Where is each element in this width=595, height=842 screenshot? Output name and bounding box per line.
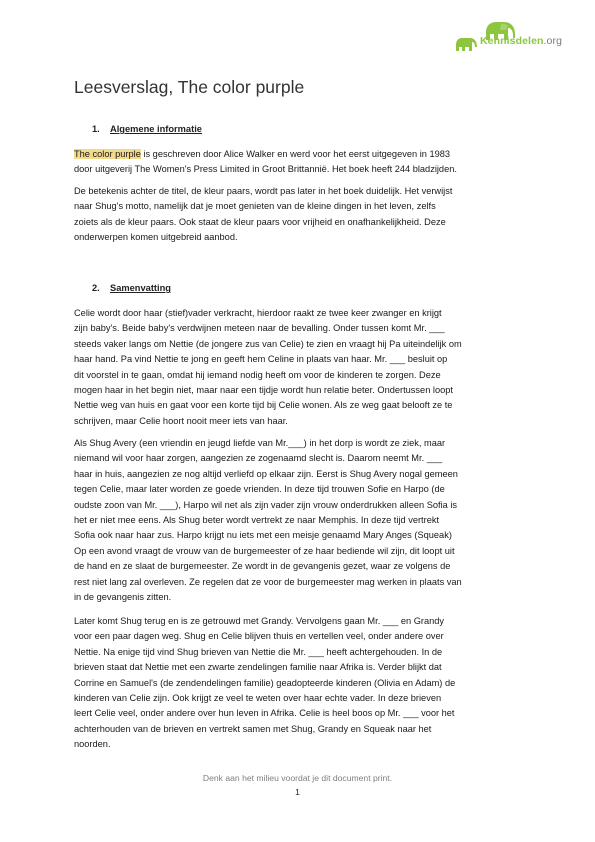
section-heading-1: 1. Algemene informatie bbox=[92, 124, 202, 134]
document-title: Leesverslag, The color purple bbox=[74, 77, 305, 97]
paragraph-title-meaning: De betekenis achter de titel, de kleur paars, wordt pas later in het boek duidelijk. Het verwijst naar Shug's motto, namelijk dat je moet genieten van de kleine dingen in het leven, zelfs zoiets als de kleur paars. Ook staat de kleur paars voor vrijheid en onafhankelijkheid. Deze onderwerpen komen uitgebreid aanbod. bbox=[74, 186, 453, 243]
kennisdelen-logo bbox=[456, 14, 578, 60]
footer-note: Denk aan het milieu voordat je dit document print. bbox=[202, 773, 393, 783]
page-number: 1 bbox=[295, 787, 300, 797]
highlighted-book-title: The color purple bbox=[74, 149, 141, 159]
paragraph-summary-1: Celie wordt door haar (stief)vader verkracht, hierdoor raakt ze twee keer zwanger en krijgt zijn baby's. Beide baby's verdwijnen meteen naar de bevalling. Onder tussen komt Mr. ___ steeds vaker langs om Nettie (de jongere zus van Celie) te zien en vraagt hij Pa uiteindelijk om haar hand. Pa vind Nettie te jong en geeft hem Celine in plaats van haar. Mr. ___ besluit op dit voorstel in te gaan, omdat hij iemand nodig heeft om voor de kinderen te zorgen. Deze mogen haar in het begin niet, maar naar een tijdje wordt hun relatie beter. Ondertussen loopt Nettie weg van huis en gaat voor een korte tijd bij Celie wonen. Als ze weg gaat belooft ze te schrijven, maar Celie hoort nooit meer iets van haar. bbox=[74, 308, 462, 426]
paragraph-general-info: The color purple is geschreven door Alice Walker en werd voor het eerst uitgegeven in 1983 door uitgeverij The Women's Press Limited in Groot Brittannië. Het boek heeft 244 bladzijden. bbox=[74, 149, 457, 175]
section-heading-2: 2. Samenvatting bbox=[92, 283, 171, 293]
paragraph-summary-2: Als Shug Avery (een vriendin en jeugd liefde van Mr.___) in het dorp is wordt ze ziek, maar niemand wil voor haar zorgen, aangezien ze zogenaamd slecht is. Daarom neemt Mr. ___ haar in huis, aangezien ze nog altijd verliefd op elkaar zijn. Eerst is Shug Avery nogal gemeen tegen Celie, maar later worden ze goede vrienden. In deze tijd trouwen Sofie en Harpo (de oudste zoon van Mr. ___), Harpo wil net als zijn vader zijn vrouw onderdrukken alleen Sofia is het er niet mee eens. Als Shug beter wordt vertrekt ze naar Memphis. In deze tijd vertrekt Sofia ook naar haar zus. Harpo krijgt nu iets met een meisje genaamd Mary Anges (Squeak) Op een avond vraagt de vrouw van de burgemeester of ze haar bediende wil zijn, dit loopt uit de hand en ze slaat de burgemeester. Ze wordt in de gevangenis gezet, waar ze volgens de rest niet lang zal overleven. Ze regelen dat ze voor de burgemeester mag werken in plaats van in de gevangenis zitten. bbox=[74, 438, 462, 603]
paragraph-summary-3: Later komt Shug terug en is ze getrouwd met Grandy. Vervolgens gaan Mr. ___ en Grandy voor een paar dagen weg. Shug en Celie blijven thuis en vertellen veel, onder andere over Nettie. Na enige tijd vind Shug brieven van Nettie die Mr. ___ heeft achtergehouden. In de brieven staat dat Nettie met een zwarte zendelingen familie naar Afrika is. Verder blijkt dat Corrine en Samuel's (de zendendelingen familie) geadopteerde kinderen (Olivia en Adam) de kinderen van Celie zijn. Ook krijgt ze veel te weten over haar echte vader. In deze brieven leert Celie veel, onder andere over hun leven in Afrika. Celie is heel boos op Mr. ___ voor het achterhouden van de brieven en vertrekt samen met Shug, Grandy en Squeak naar het noorden. bbox=[74, 616, 456, 750]
logo-wordmark: Kennisdelen.org bbox=[480, 35, 563, 47]
